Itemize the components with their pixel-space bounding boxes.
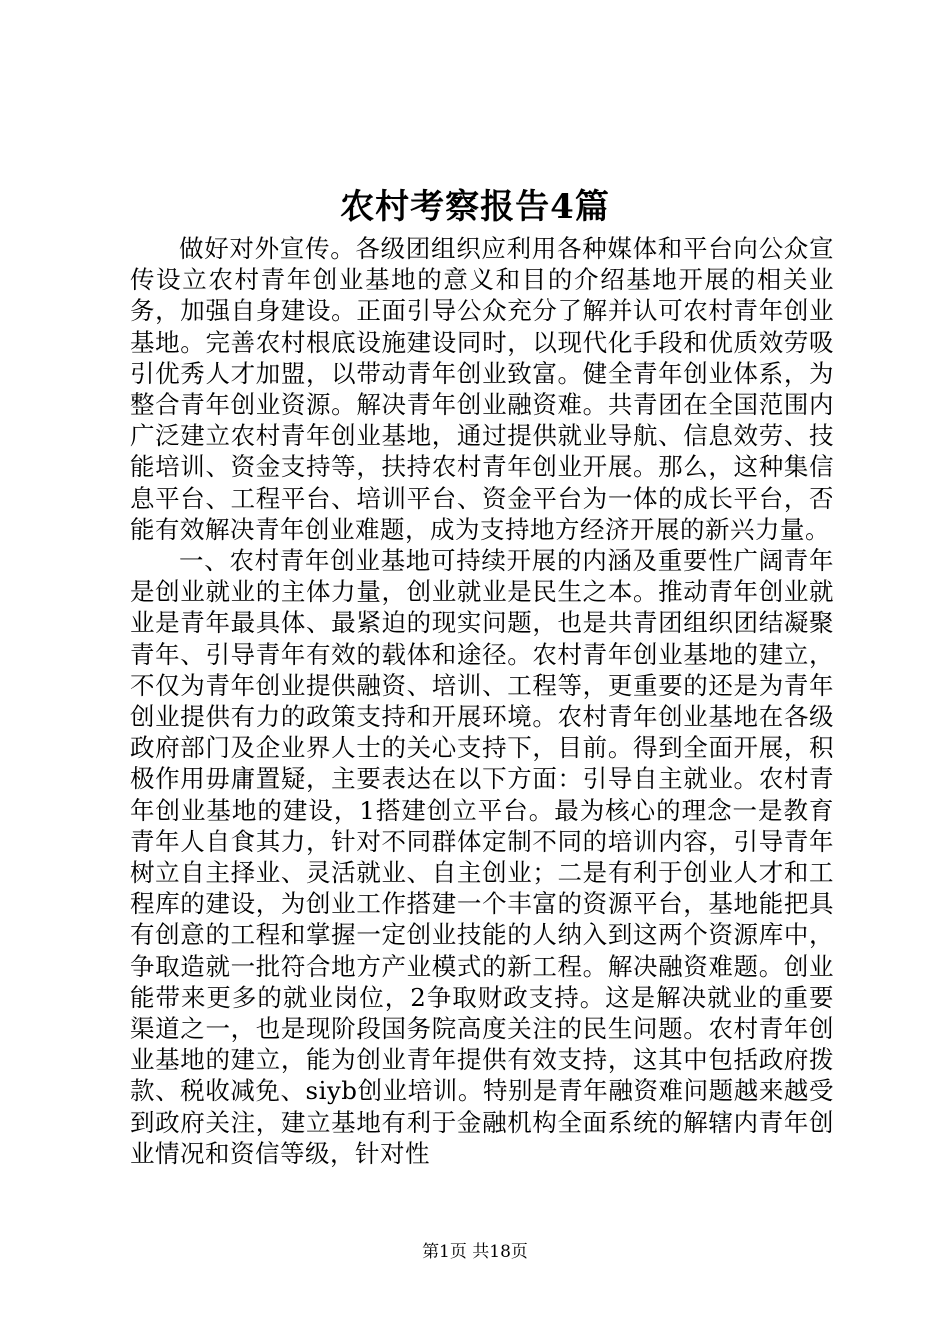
document-body — [130, 233, 834, 1169]
document-title: 农村考察报告4篇 — [340, 187, 610, 227]
page-number-footer: 第1页 共18页 — [422, 1242, 528, 1262]
paragraph: 做好对外宣传。各级团组织应利用各种媒体和平台向公众宣传设立农村青年创业基地的意义和目的介绍基地开展的相关业务，加强自身建设。正面引导公众充分了解并认可农村青年创业基地。完善农村根底设施建设同时，以现代化手段和优质效劳吸引优秀人才加盟，以带动青年创业致富。健全青年创业体系，为整合青年创业资源。解决青年创业融资难。共青团在全国范围内广泛建立农村青年创业基地，通过提供就业导航、信息效劳、技能培训、资金支持等，扶持农村青年创业开展。那么，这种集信息平台、工程平台、培训平台、资金平台为一体的成长平台，否能有效解决青年创业难题，成为支持地方经济开展的新兴力量。 — [130, 234, 834, 544]
paragraph: 一、农村青年创业基地可持续开展的内涵及重要性广阔青年是创业就业的主体力量，创业就业是民生之本。推动青年创业就业是青年最具体、最紧迫的现实问题，也是共青团组织团结凝聚青年、引导青年有效的载体和途径。农村青年创业基地的建立，不仅为青年创业提供融资、培训、工程等，更重要的还是为青年创业提供有力的政策支持和开展环境。农村青年创业基地在各级政府部门及企业界人士的关心支持下，目前。得到全面开展，积极作用毋庸置疑，主要表达在以下方面：引导自主就业。农村青年创业基地的建设，1搭建创立平台。最为核心的理念一是教育青年人自食其力，针对不同群体定制不同的培训内容，引导青年树立自主择业、灵活就业、自主创业；二是有利于创业人才和工程库的建设，为创业工作搭建一个丰富的资源平台，基地能把具有创意的工程和掌握一定创业技能的人纳入到这两个资源库中，争取造就一批符合地方产业模式的新工程。解决融资难题。创业能带来更多的就业岗位，2争取财政支持。这是解决就业的重要渠道之一，也是现阶段国务院高度关注的民生问题。农村青年创业基地的建立，能为创业青年提供有效支持，这其中包括政府拨款、税收减免、siyb创业培训。特别是青年融资难问题越来越受到政府关注，建立基地有利于金融机构全面系统的解辖内青年创业情况和资信等级，针对性 — [130, 546, 834, 1168]
